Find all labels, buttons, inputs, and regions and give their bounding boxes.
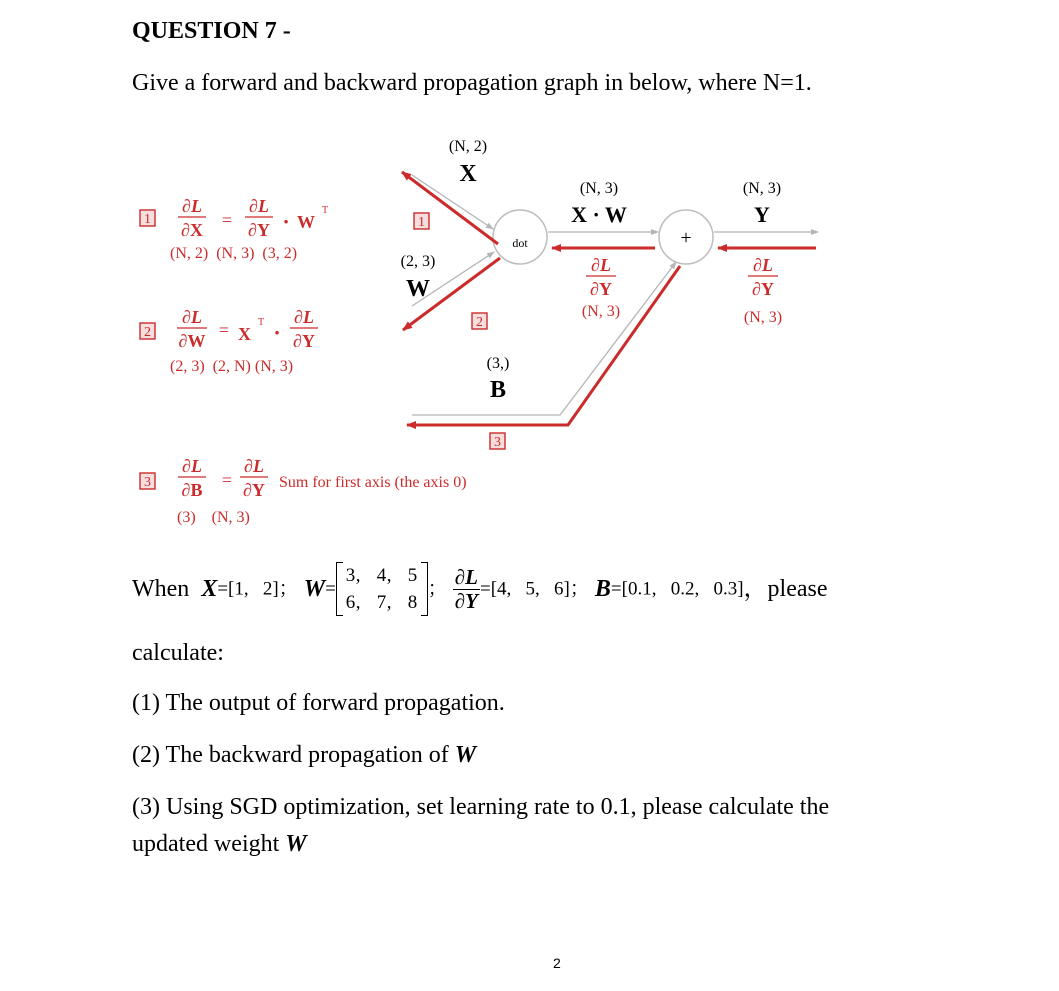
sep-3: ； (569, 578, 589, 600)
svg-text:∂L: ∂L (182, 456, 202, 476)
b-var: B (594, 576, 611, 602)
svg-text:1: 1 (144, 212, 151, 227)
svg-text:=: = (221, 470, 233, 490)
svg-text:2: 2 (476, 315, 483, 330)
question-title: QUESTION 7 - (132, 18, 291, 44)
svg-text:=: = (218, 320, 230, 340)
svg-text:Sum for first axis (the axis 0: Sum for first axis (the axis 0) (279, 474, 467, 491)
svg-text:3: 3 (144, 475, 151, 490)
svg-text:∂L: ∂L (182, 307, 202, 327)
question-3-line-1: (3) Using SGD optimization, set learning rate to 0.1, please calculate the (132, 794, 830, 820)
grad-label-right (744, 255, 782, 326)
svg-text:(N, 3): (N, 3) (581, 303, 621, 320)
dot-node-label: dot (512, 236, 528, 250)
question-1: (1) The output of forward propagation. (132, 690, 505, 716)
y-shape: (N, 3) (742, 180, 782, 197)
x-eq: = (217, 578, 229, 600)
svg-text:∂Y: ∂Y (248, 220, 270, 240)
svg-text:(N, 3): (N, 3) (743, 309, 783, 326)
given-values (132, 562, 828, 616)
please-text: ，please (743, 576, 828, 602)
w-matrix-row-1: 3, 4, 5 (345, 565, 418, 586)
question-2 (132, 742, 476, 769)
calculate-text: calculate: (132, 640, 224, 666)
svg-text:X: X (238, 324, 251, 344)
w-matrix-row-2: 6, 7, 8 (345, 592, 418, 613)
badge-2-graph (472, 313, 487, 330)
svg-text:·: · (282, 209, 290, 234)
question-intro: Give a forward and backward propagation graph in below, where N=1. (132, 70, 812, 96)
grad-fraction (453, 566, 480, 611)
question-2-var: W (454, 742, 477, 768)
svg-text:∂L: ∂L (591, 255, 611, 275)
svg-text:∂Y: ∂Y (243, 480, 265, 500)
equation-2 (140, 307, 318, 375)
w-label: W (406, 276, 430, 302)
xw-shape: (N, 3) (579, 180, 619, 197)
w-var: W (303, 576, 326, 602)
w-shape: (2, 3) (400, 253, 436, 270)
equation-3 (140, 456, 467, 526)
sep-2: ； (427, 578, 447, 600)
svg-text:1: 1 (418, 215, 425, 230)
equation-1 (140, 196, 328, 262)
svg-text:∂L: ∂L (182, 196, 202, 216)
grad-num: ∂L (454, 565, 479, 590)
svg-text:T: T (258, 317, 265, 328)
grad-den: ∂Y (454, 588, 479, 613)
page-number: 2 (553, 955, 561, 971)
w-eq: = (325, 578, 336, 600)
svg-text:(N, 2) (N, 3) (3, 2): (N, 2) (N, 3) (3, 2) (170, 245, 298, 262)
x-label: X (459, 161, 477, 187)
svg-text:∂Y: ∂Y (590, 279, 612, 299)
svg-text:2: 2 (144, 325, 151, 340)
svg-text:∂Y: ∂Y (293, 331, 315, 351)
plus-node-label: + (680, 227, 692, 249)
edge-b-forward (412, 262, 676, 415)
badge-3-graph (490, 433, 505, 450)
b-shape: (3,) (486, 355, 510, 372)
g-eq: = (480, 578, 491, 600)
svg-text:W: W (297, 212, 315, 232)
svg-text:·: · (273, 320, 281, 345)
svg-text:∂L: ∂L (753, 255, 773, 275)
svg-text:3: 3 (494, 435, 501, 450)
svg-text:(3) (N, 3): (3) (N, 3) (177, 509, 250, 526)
b-value: [0.1, 0.2, 0.3] (621, 578, 744, 600)
svg-text:∂W: ∂W (178, 331, 206, 351)
x-value: [1, 2] (228, 578, 279, 600)
w-matrix (336, 562, 428, 616)
svg-text:∂L: ∂L (249, 196, 269, 216)
when-label: When (132, 576, 190, 602)
x-shape: (N, 2) (448, 138, 488, 155)
b-label: B (489, 377, 507, 403)
question-3-text: updated weight (132, 831, 286, 857)
svg-text:∂B: ∂B (181, 480, 203, 500)
svg-text:∂X: ∂X (181, 220, 203, 240)
xw-label: X · W (571, 202, 627, 227)
question-3-line-2 (132, 831, 307, 858)
svg-text:T: T (322, 205, 329, 216)
svg-text:=: = (221, 210, 233, 230)
svg-text:∂L: ∂L (244, 456, 264, 476)
svg-text:(2, 3) (2, N) (N, 3): (2, 3) (2, N) (N, 3) (170, 358, 294, 375)
y-label: Y (754, 202, 770, 227)
svg-text:∂L: ∂L (294, 307, 314, 327)
edge-x-backward (402, 172, 498, 244)
grad-value: [4, 5, 6] (490, 578, 570, 600)
question-2-text: (2) The backward propagation of (132, 742, 455, 768)
x-var: X (201, 576, 218, 602)
badge-1-graph (414, 213, 429, 230)
sep-1: ； (278, 578, 298, 600)
svg-text:∂Y: ∂Y (752, 279, 774, 299)
edge-b-backward (407, 266, 680, 425)
question-3-var: W (285, 831, 307, 857)
b-eq: = (610, 578, 622, 600)
grad-label-mid (582, 255, 620, 320)
